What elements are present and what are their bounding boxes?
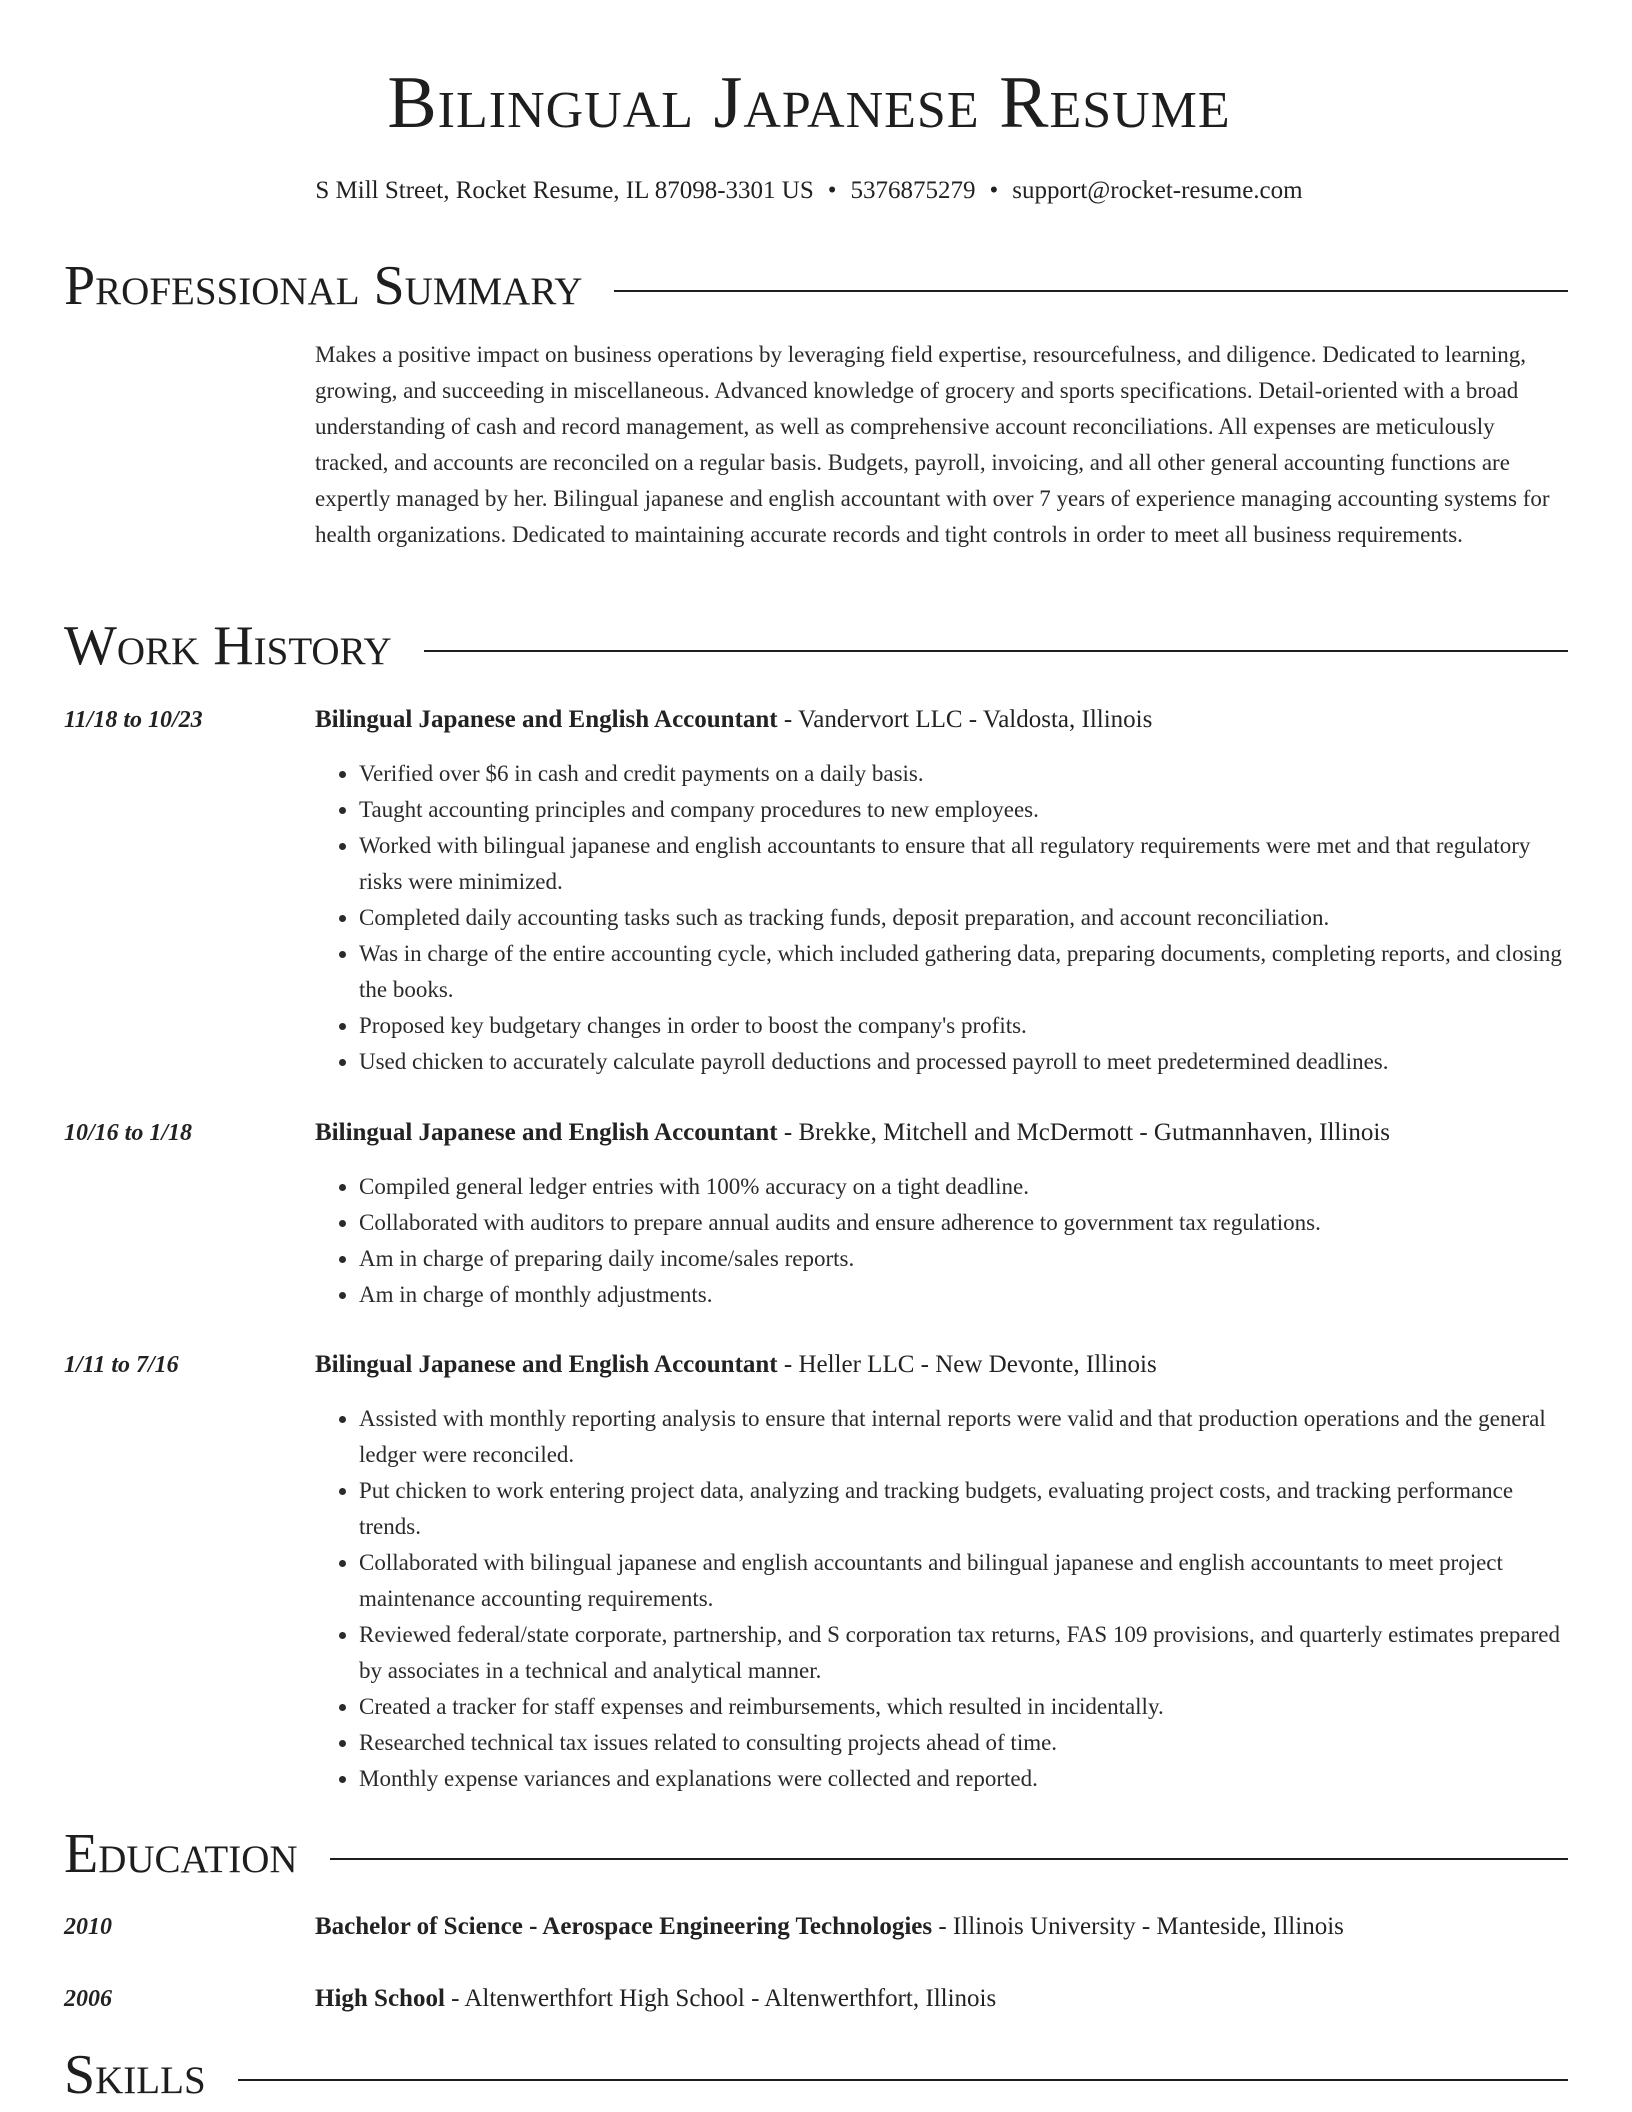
- job-duty: • Taught accounting principles and company procedures to new employees.: [359, 792, 1568, 828]
- job-duties-list: [315, 1169, 1568, 1313]
- section-title-work: Work History: [64, 615, 392, 677]
- contact-email[interactable]: support@rocket-resume.com: [1012, 177, 1303, 204]
- job-entry: [315, 1347, 1568, 1797]
- section-header-work: [64, 611, 1568, 681]
- job-duty: • Compiled general ledger entries with 100% accuracy on a tight deadline.: [359, 1169, 1568, 1205]
- education-heading: [315, 1981, 1568, 2017]
- job-duties-list: [315, 756, 1568, 1080]
- job-dates: 11/18 to 10/23: [64, 707, 203, 733]
- job-duty: • Put chicken to work entering project data, analyzing and tracking budgets, evaluating project costs, and tracking performance trends.: [359, 1473, 1568, 1545]
- job-duty: • Verified over $6 in cash and credit payments on a daily basis.: [359, 756, 1568, 792]
- education-degree: Bachelor of Science - Aerospace Engineering Technologies: [315, 1913, 933, 1940]
- job-duty: • Assisted with monthly reporting analysis to ensure that internal reports were valid and that production operations and the general ledger were reconciled.: [359, 1401, 1568, 1473]
- education-school: - Altenwerthfort High School - Altenwerthfort, Illinois: [444, 1985, 997, 2012]
- job-duty: • Worked with bilingual japanese and english accountants to ensure that all regulatory requirements were met and that regulatory risks were minimized.: [359, 828, 1568, 900]
- job-duty: • Used chicken to accurately calculate payroll deductions and processed payroll to meet predetermined deadlines.: [359, 1044, 1568, 1080]
- section-title-skills: Skills: [64, 2044, 206, 2106]
- job-duties-list: [315, 1401, 1568, 1797]
- section-divider: [330, 1858, 1568, 1860]
- job-dates: 1/11 to 7/16: [64, 1352, 179, 1378]
- education-year: 2010: [64, 1914, 112, 1940]
- job-entry: [315, 1115, 1568, 1313]
- job-employer: - Heller LLC - New Devonte, Illinois: [777, 1351, 1157, 1378]
- section-title-education: Education: [64, 1823, 298, 1885]
- contact-separator: •: [989, 177, 999, 204]
- education-entry: [315, 1981, 1568, 2017]
- summary-text: Makes a positive impact on business operations by leveraging field expertise, resourcefulness, and diligence. Dedicated to learning, growing, and succeeding in miscellaneous. Advanced knowledge of grocery and sports specifications. Detail-oriented with a broad understanding of cash and record management, as well as comprehensive account reconciliations. All expenses are meticulously tracked, and accounts are reconciled on a regular basis. Budgets, payroll, invoicing, and all other general accounting functions are expertly managed by her. Bilingual japanese and english accountant with over 7 years of experience managing accounting systems for health organizations. Dedicated to maintaining accurate records and tight controls in order to meet all business requirements.: [315, 342, 1550, 547]
- section-divider: [238, 2079, 1568, 2081]
- job-duty: • Completed daily accounting tasks such as tracking funds, deposit preparation, and account reconciliation.: [359, 900, 1568, 936]
- job-duty: • Researched technical tax issues related to consulting projects ahead of time.: [359, 1725, 1568, 1761]
- job-heading: [315, 1347, 1568, 1383]
- job-duty: • Collaborated with bilingual japanese and english accountants and bilingual japanese and english accountants to meet project maintenance accounting requirements.: [359, 1545, 1568, 1617]
- job-heading: [315, 1115, 1568, 1151]
- job-duty: • Monthly expense variances and explanations were collected and reported.: [359, 1761, 1568, 1797]
- job-entry: [315, 702, 1568, 1080]
- job-title: Bilingual Japanese and English Accountant: [315, 1119, 778, 1146]
- job-title: Bilingual Japanese and English Accountant: [315, 1351, 778, 1378]
- section-header-skills: [64, 2040, 1568, 2110]
- job-employer: - Brekke, Mitchell and McDermott - Gutmannhaven, Illinois: [777, 1119, 1390, 1146]
- resume-name: Bilingual Japanese Resume: [387, 62, 1231, 144]
- job-employer: - Vandervort LLC - Valdosta, Illinois: [777, 706, 1153, 733]
- contact-address: S Mill Street, Rocket Resume, IL 87098-3301 US: [315, 177, 814, 204]
- education-year: 2006: [64, 1986, 112, 2012]
- section-title-summary: Professional Summary: [64, 255, 583, 317]
- education-school: - Illinois University - Manteside, Illinois: [932, 1913, 1344, 1940]
- contact-phone: 5376875279: [850, 177, 976, 204]
- contact-line: [0, 174, 1618, 208]
- job-duty: • Proposed key budgetary changes in order to boost the company's profits.: [359, 1008, 1568, 1044]
- education-entry: [315, 1909, 1568, 1945]
- job-title: Bilingual Japanese and English Accountant: [315, 706, 778, 733]
- job-duty: • Collaborated with auditors to prepare annual audits and ensure adherence to government tax regulations.: [359, 1205, 1568, 1241]
- education-degree: High School: [315, 1985, 445, 2012]
- job-duty: • Created a tracker for staff expenses and reimbursements, which resulted in incidentally.: [359, 1689, 1568, 1725]
- contact-separator: •: [827, 177, 837, 204]
- education-heading: [315, 1909, 1568, 1945]
- job-duty: • Am in charge of preparing daily income/sales reports.: [359, 1241, 1568, 1277]
- section-divider: [614, 290, 1568, 292]
- section-divider: [424, 650, 1568, 652]
- job-duty: • Was in charge of the entire accounting cycle, which included gathering data, preparing documents, completing reports, and closing the books.: [359, 936, 1568, 1008]
- section-header-summary: [64, 251, 1568, 321]
- job-duty: • Am in charge of monthly adjustments.: [359, 1277, 1568, 1313]
- job-dates: 10/16 to 1/18: [64, 1120, 193, 1146]
- job-heading: [315, 702, 1568, 738]
- job-duty: • Reviewed federal/state corporate, partnership, and S corporation tax returns, FAS 109 provisions, and quarterly estimates prepared by associates in a technical and analytical manner.: [359, 1617, 1568, 1689]
- section-header-education: [64, 1819, 1568, 1889]
